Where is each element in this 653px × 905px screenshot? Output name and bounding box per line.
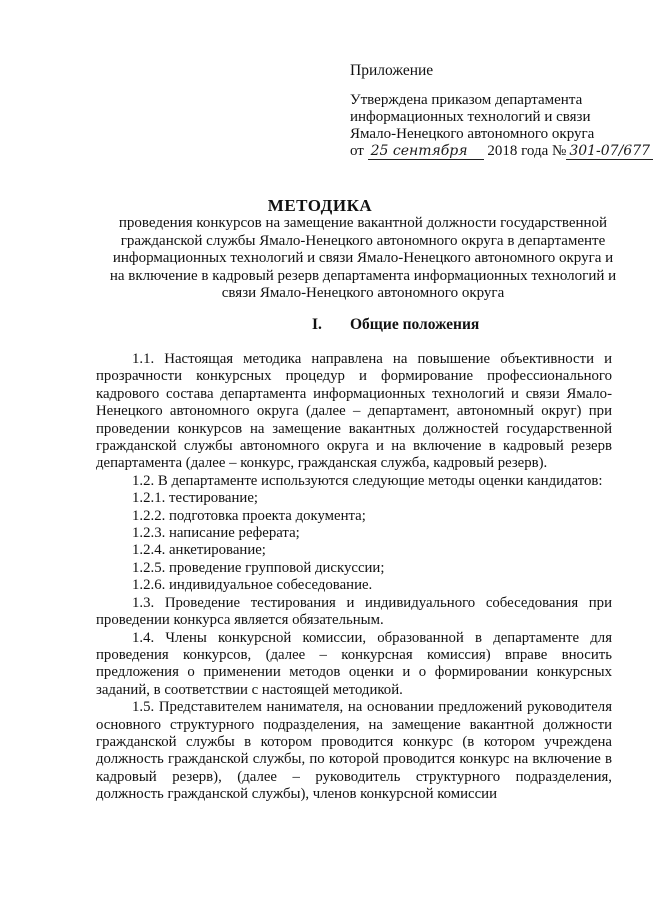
method-item: 1.2.6. индивидуальное собеседование. <box>132 577 373 594</box>
document-title: МЕТОДИКА <box>267 196 373 215</box>
approval-block <box>350 92 620 143</box>
method-item: 1.2.5. проведение групповой дискуссии; <box>132 559 385 576</box>
handwritten-date: 25 сентября <box>368 143 484 160</box>
paragraph-1-2: 1.2. В департаменте используются следующие методы оценки кандидатов: <box>132 472 603 489</box>
method-item: 1.2.2. подготовка проекта документа; <box>132 507 366 524</box>
document-subtitle: проведения конкурсов на замещение вакантной должности государственной гражданской службы Ямало-Ненецкого автономного округа в департаменте информационных технологий и связи Ямало-Ненецкого автономного округа и на включение в кадровый резерв департамента информационных технологий и связи Ямало-Ненецкого автономного округа <box>109 215 617 301</box>
paragraph-1-4: 1.4. Члены конкурсной комиссии, образованной в департаменте для проведения конкурсов, (далее – конкурсная комиссия) вправе вносить предложения о применении методов оценки и о формировании конкурсных заданий, в соответствии с настоящей методикой. <box>96 629 612 698</box>
method-item: 1.2.4. анкетирование; <box>132 542 266 559</box>
paragraph-1-1: 1.1. Настоящая методика направлена на повышение объективности и прозрачности конкурсных процедур и формирование профессионального кадрового состава департамента информационных технологий и связи Ямало-Ненецкого автономного округа (далее – департамент, автономный округ) при проведении конкурсов на замещение вакантных должностей государственной гражданской службы автономного округа и на включение в кадровый резерв департамента (далее – конкурс, гражданская служба, кадровый резерв). <box>96 351 612 472</box>
appendix-label: Приложение <box>350 62 434 79</box>
date-prefix: от <box>350 143 364 159</box>
method-item: 1.2.3. написание реферата; <box>132 525 300 542</box>
paragraph-1-3: 1.3. Проведение тестирования и индивидуального собеседования при проведении конкурса является обязательным. <box>96 594 612 629</box>
approval-line: информационных технологий и связи <box>350 109 591 125</box>
paragraph-1-5: 1.5. Представителем нанимателя, на основании предложений руководителя основного структурного подразделения, на замещение вакантной должности гражданской службы в котором проводится конкурс (в котором учреждена должность гражданской службы, по которой проводится конкурс на включение в кадровый резерв), (далее – руководитель структурного подразделения, должность гражданской службы), членов конкурсной комиссии <box>96 699 612 803</box>
year-text: 2018 года № <box>487 143 567 159</box>
approval-line: Ямало-Ненецкого автономного округа <box>350 126 595 142</box>
section-title: Общие положения <box>350 316 480 333</box>
section-heading <box>312 316 479 334</box>
section-number: I. <box>312 316 322 333</box>
approval-line: Утверждена приказом департамента <box>350 92 583 108</box>
order-date-line <box>350 143 653 160</box>
handwritten-order-number: 301-07/677 <box>566 143 653 160</box>
method-item: 1.2.1. тестирование; <box>132 490 259 507</box>
document-body <box>96 351 612 804</box>
